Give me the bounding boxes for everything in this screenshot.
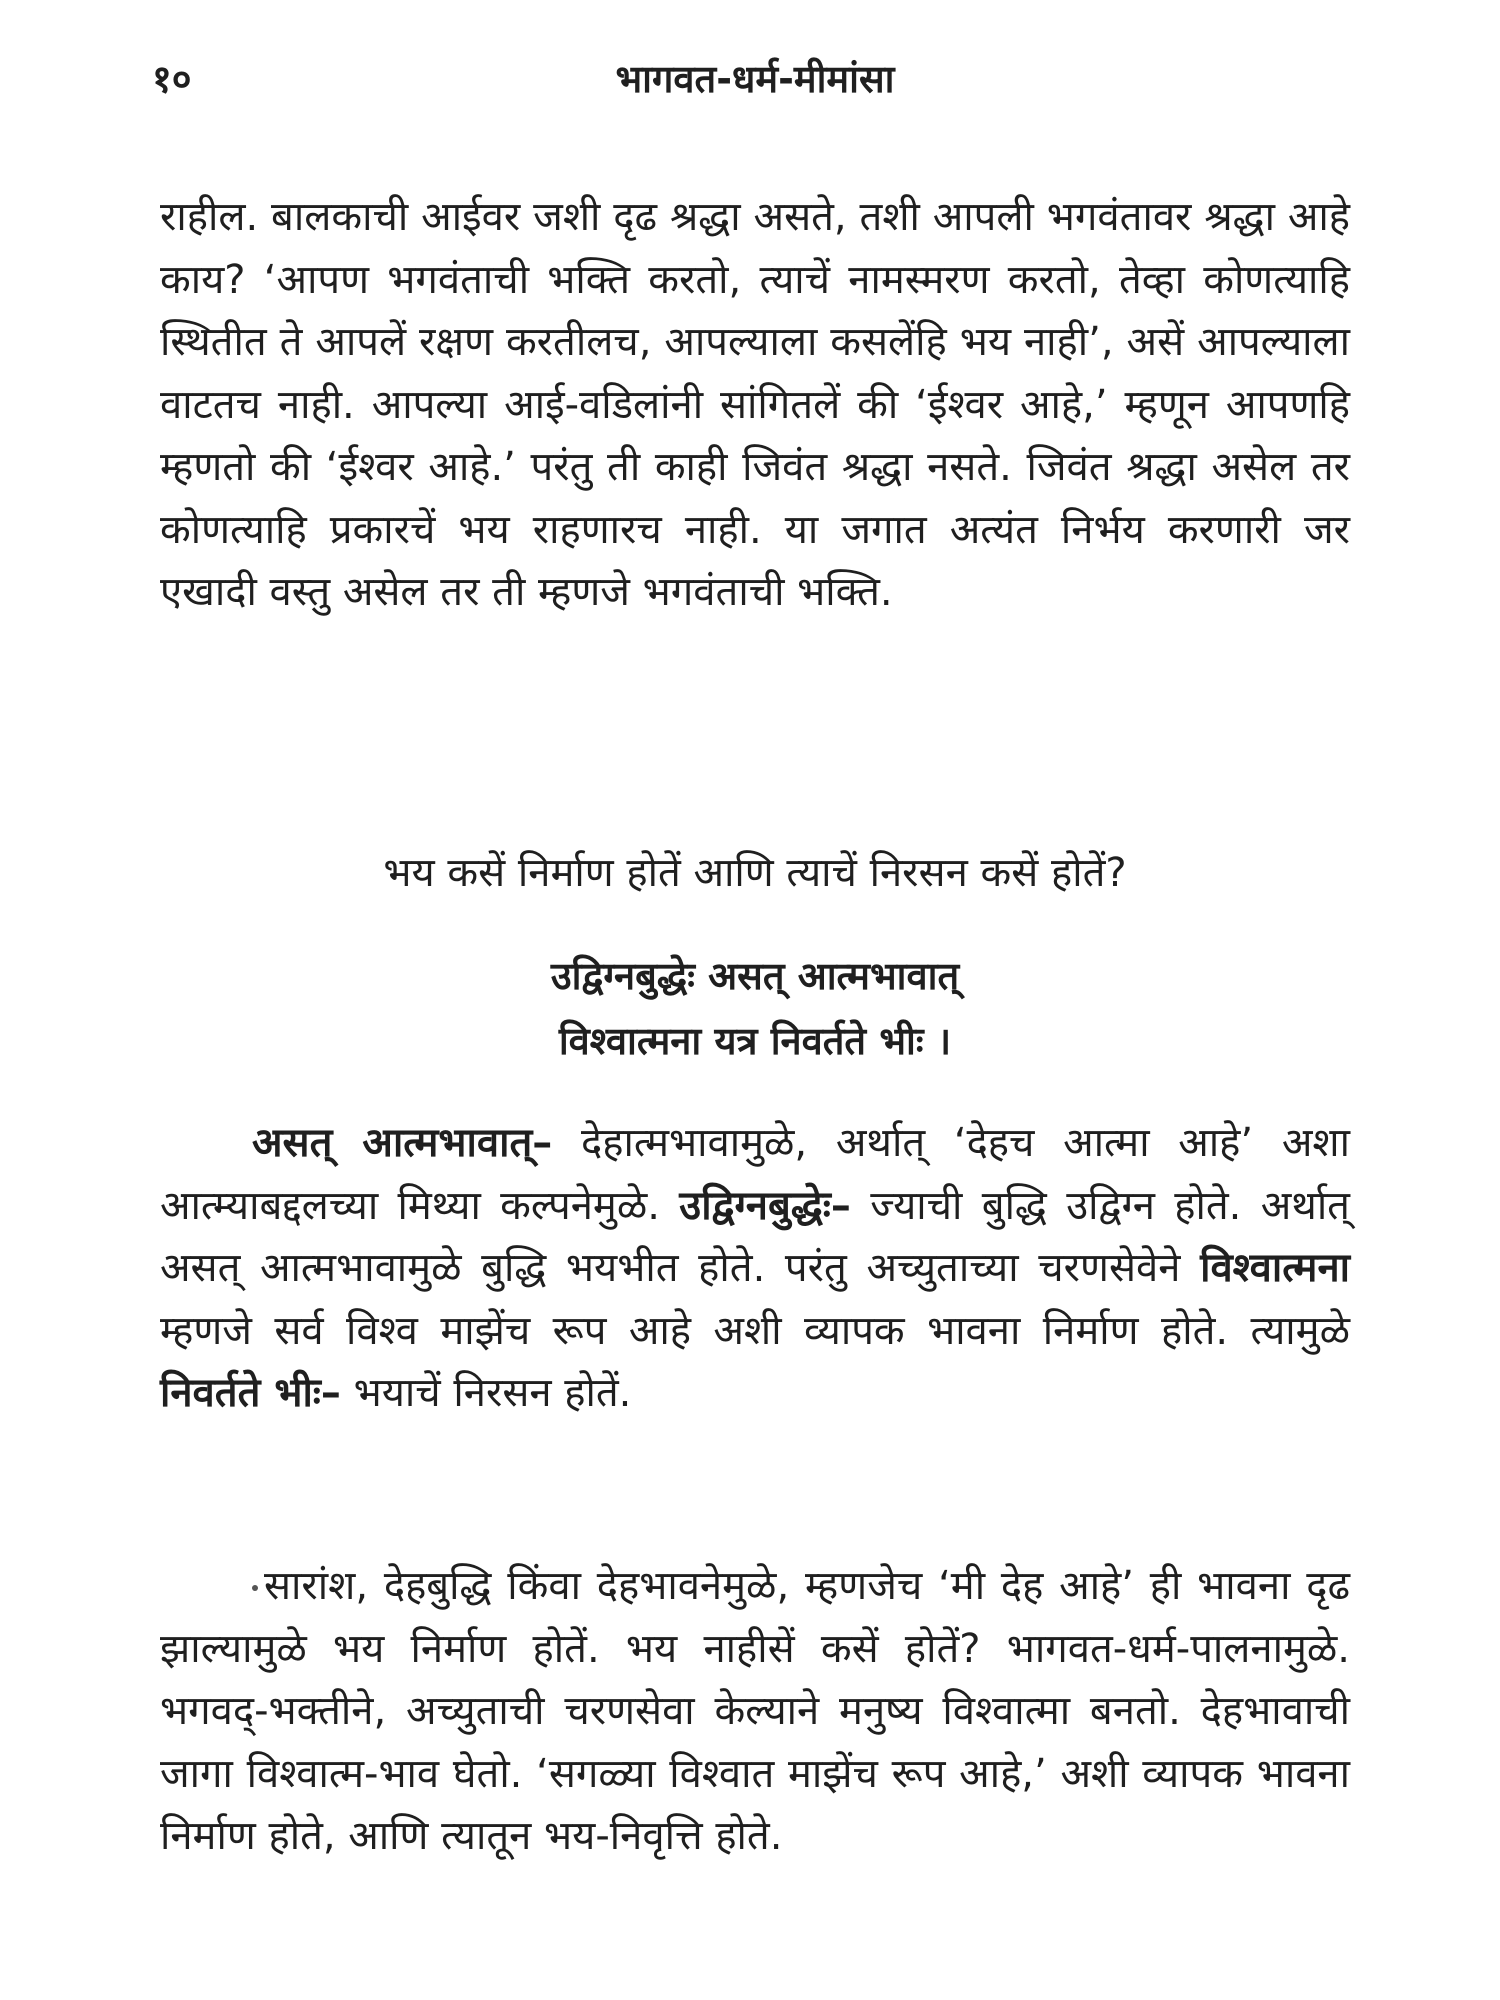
term-vishvatmana: विश्वात्मना [1200, 1245, 1350, 1291]
paragraph-3 [160, 1555, 1350, 1868]
verse-line-2: विश्वात्मना यत्र निवर्तते भीः । [558, 1019, 952, 1063]
paragraph-1: राहील. बालकाची आईवर जशी दृढ श्रद्धा असते, तशी आपली भगवंतावर श्रद्धा आहे काय? ‘आपण भगवंताची भक्ति करतो, त्याचें नामस्मरण करतो, तेव्हा कोणत्याहि स्थितीत ते आपलें रक्षण करतीलच, आपल्याला कसलेंहि भय नाही’, असें आपल्याला वाटतच नाही. आपल्या आई-वडिलांनी सांगितलें की ‘ईश्वर आहे,’ म्हणून आपणहि म्हणतो की ‘ईश्वर आहे.’ परंतु ती काही जिवंत श्रद्धा नसते. जिवंत श्रद्धा असेल तर कोणत्याहि प्रकारचें भय राहणारच नाही. या जगात अत्यंत निर्भय करणारी जर एखादी वस्तु असेल तर ती म्हणजे भगवंताची भक्ति. [160, 194, 1350, 615]
paragraph-2 [160, 1112, 1350, 1425]
explanation-3: म्हणजे सर्व विश्व माझेंच रूप आहे अशी व्यापक भावना निर्माण होते. त्यामुळे [160, 1307, 1350, 1354]
explanation-4: भयाचें निरसन होतें. [340, 1370, 632, 1416]
section-question: भय कसें निर्माण होतें आणि त्याचें निरसन कसें होतें? [383, 850, 1127, 896]
summary-text: सारांश, देहबुद्धि किंवा देहभावनेमुळे, म्हणजेच ‘मी देह आहे’ ही भावना दृढ झाल्यामुळे भय निर्माण होतें. भय नाहीसें कसें होतें? भागवत-धर्म-पालनामुळे. भगवद्-भक्तीने, अच्युताची चरणसेवा केल्याने मनुष्य विश्वात्मा बनतो. देहभावाची जागा विश्वात्म-भाव घेतो. ‘सगळ्या विश्वात माझेंच रूप आहे,’ अशी व्यापक भावना निर्माण होते, आणि त्यातून भय-निवृत्ति होते. [160, 1563, 1350, 1859]
running-title: भागवत-धर्म-मीमांसा [615, 57, 895, 101]
page-number: १० [152, 57, 192, 101]
term-udvignabuddheh: उद्विग्नबुद्धेः– [679, 1182, 851, 1229]
bullet-dot-icon [252, 1585, 258, 1591]
page-header [140, 52, 1370, 122]
explanation-2: ज्याची बुद्धि उद्विग्न होते. अर्थात् असत् आत्मभावामुळे बुद्धि भयभीत होते. परंतु अच्युताच्या चरणसेवेने [160, 1182, 1350, 1291]
term-asat-atmabhavat: असत् आत्मभावात्– [252, 1120, 553, 1166]
verse-line-1: उद्विग्नबुद्धेः असत् आत्मभावात् [550, 954, 960, 998]
explanation-1: देहात्मभावामुळे, अर्थात् ‘देहच आत्मा आहे’ अशा आत्म्याबद्दलच्या मिथ्या कल्पनेमुळे. [160, 1120, 1350, 1229]
term-nivartate-bhih: निवर्तते भीः– [160, 1370, 341, 1416]
